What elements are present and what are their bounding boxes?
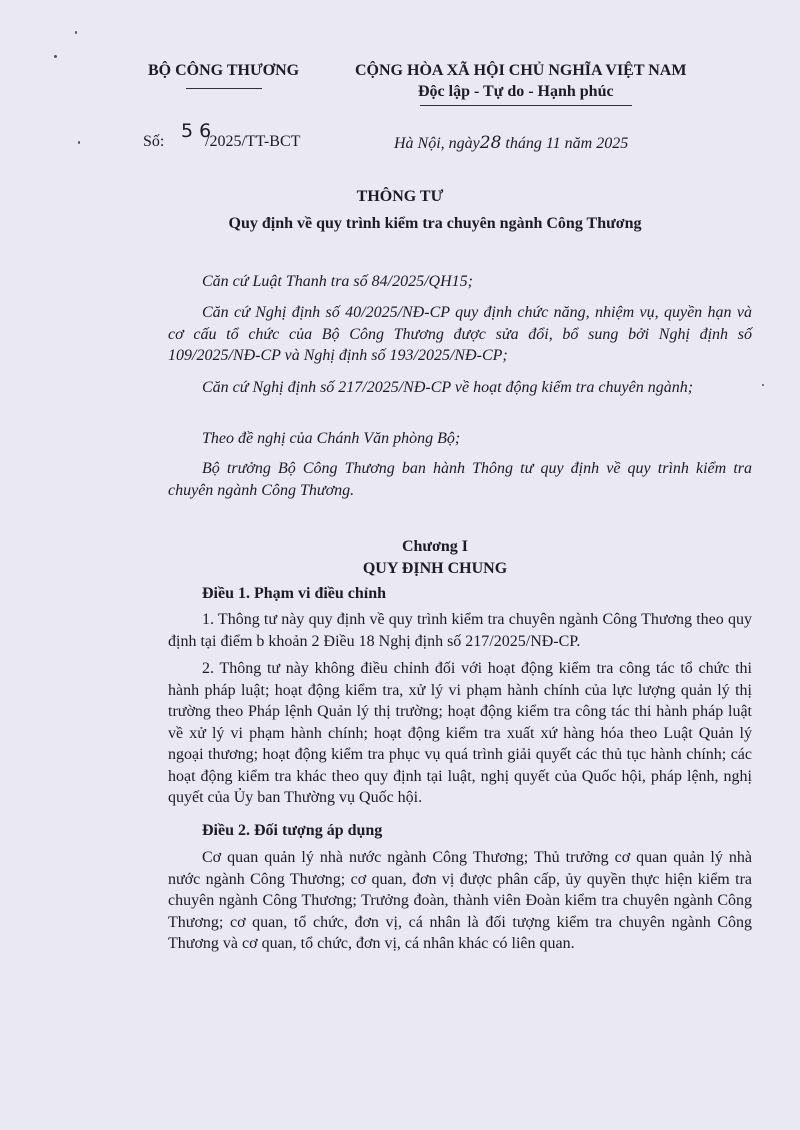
preamble-item: Theo đề nghị của Chánh Văn phòng Bộ; [202,430,461,447]
doc-number-suffix: /2025/TT-BCT [205,133,301,150]
motto-underline [420,105,632,106]
doc-number-handwritten: 5 6 [181,120,212,142]
chapter-number: Chương I [401,538,469,555]
issuing-ministry: BỘ CÔNG THƯƠNG [148,62,300,79]
preamble-item: Bộ trưởng Bộ Công Thương ban hành Thông tư quy định về quy trình kiểm tra chuyên ngành Công Thương. [168,460,752,499]
article-heading: Điều 1. Phạm vi điều chỉnh [202,585,387,602]
article-heading: Điều 2. Đối tượng áp dụng [202,822,383,839]
preamble-item: Căn cứ Luật Thanh tra số 84/2025/QH15; [202,273,473,290]
scan-speck [75,31,77,34]
article-paragraph: 1. Thông tư này quy định về quy trình kiểm tra chuyên ngành Công Thương theo quy định tại điểm b khoản 2 Điều 18 Nghị định số 217/2025/NĐ-CP. [168,611,752,650]
preamble-item: Căn cứ Nghị định số 40/2025/NĐ-CP quy định chức năng, nhiệm vụ, quyền hạn và cơ cấu tổ chức của Bộ Công Thương được sửa đổi, bổ sung bởi Nghị định số 109/2025/NĐ-CP và Nghị định số 193/2025/NĐ-CP; [168,304,752,364]
place-date-suffix: tháng 11 năm 2025 [505,135,629,152]
ministry-underline [186,88,262,89]
scan-speck [78,141,80,144]
place-date-day-handwritten: 28 [479,133,502,153]
scan-speck [762,384,764,386]
document-subject: Quy định về quy trình kiểm tra chuyên ngành Công Thương [228,215,642,232]
place-date [394,133,628,153]
article-paragraph: Cơ quan quản lý nhà nước ngành Công Thương; Thủ trưởng cơ quan quản lý nhà nước ngành Công Thương; cơ quan, đơn vị được phân cấp, ủy quyền thực hiện kiểm tra chuyên ngành Công Thương; Trưởng đoàn, thành viên Đoàn kiểm tra chuyên ngành Công Thương; cơ quan, tổ chức, đơn vị, cá nhân là đối tượng kiểm tra chuyên ngành Công Thương và cơ quan, tổ chức, đơn vị, cá nhân khác có liên quan. [168,849,752,952]
preamble-item: Căn cứ Nghị định số 217/2025/NĐ-CP về hoạt động kiểm tra chuyên ngành; [202,379,694,396]
doc-number-label: Số: [143,133,165,150]
chapter-title: QUY ĐỊNH CHUNG [362,560,508,577]
scan-speck [54,55,57,58]
article-paragraph: 2. Thông tư này không điều chỉnh đối với hoạt động kiểm tra công tác tổ chức thi hành pháp luật; hoạt động kiểm tra, xử lý vi phạm hành chính của lực lượng quản lý thị trường theo Pháp lệnh Quản lý thị trường; hoạt động kiểm tra công tác thi hành pháp luật về xử lý vi phạm hành chính; hoạt động kiểm tra xuất xứ hàng hóa theo Luật Quản lý ngoại thương; hoạt động kiểm tra phục vụ quá trình giải quyết các thủ tục hành chính; các hoạt động kiểm tra khác theo quy định tại luật, nghị quyết của Quốc hội, pháp lệnh, nghị quyết của Ủy ban Thường vụ Quốc hội. [168,660,752,806]
national-title: CỘNG HÒA XÃ HỘI CHỦ NGHĨA VIỆT NAM [355,62,687,79]
place-date-prefix: Hà Nội, ngày [394,135,480,152]
document-type: THÔNG TƯ [356,188,444,205]
national-motto: Độc lập - Tự do - Hạnh phúc [418,83,614,100]
